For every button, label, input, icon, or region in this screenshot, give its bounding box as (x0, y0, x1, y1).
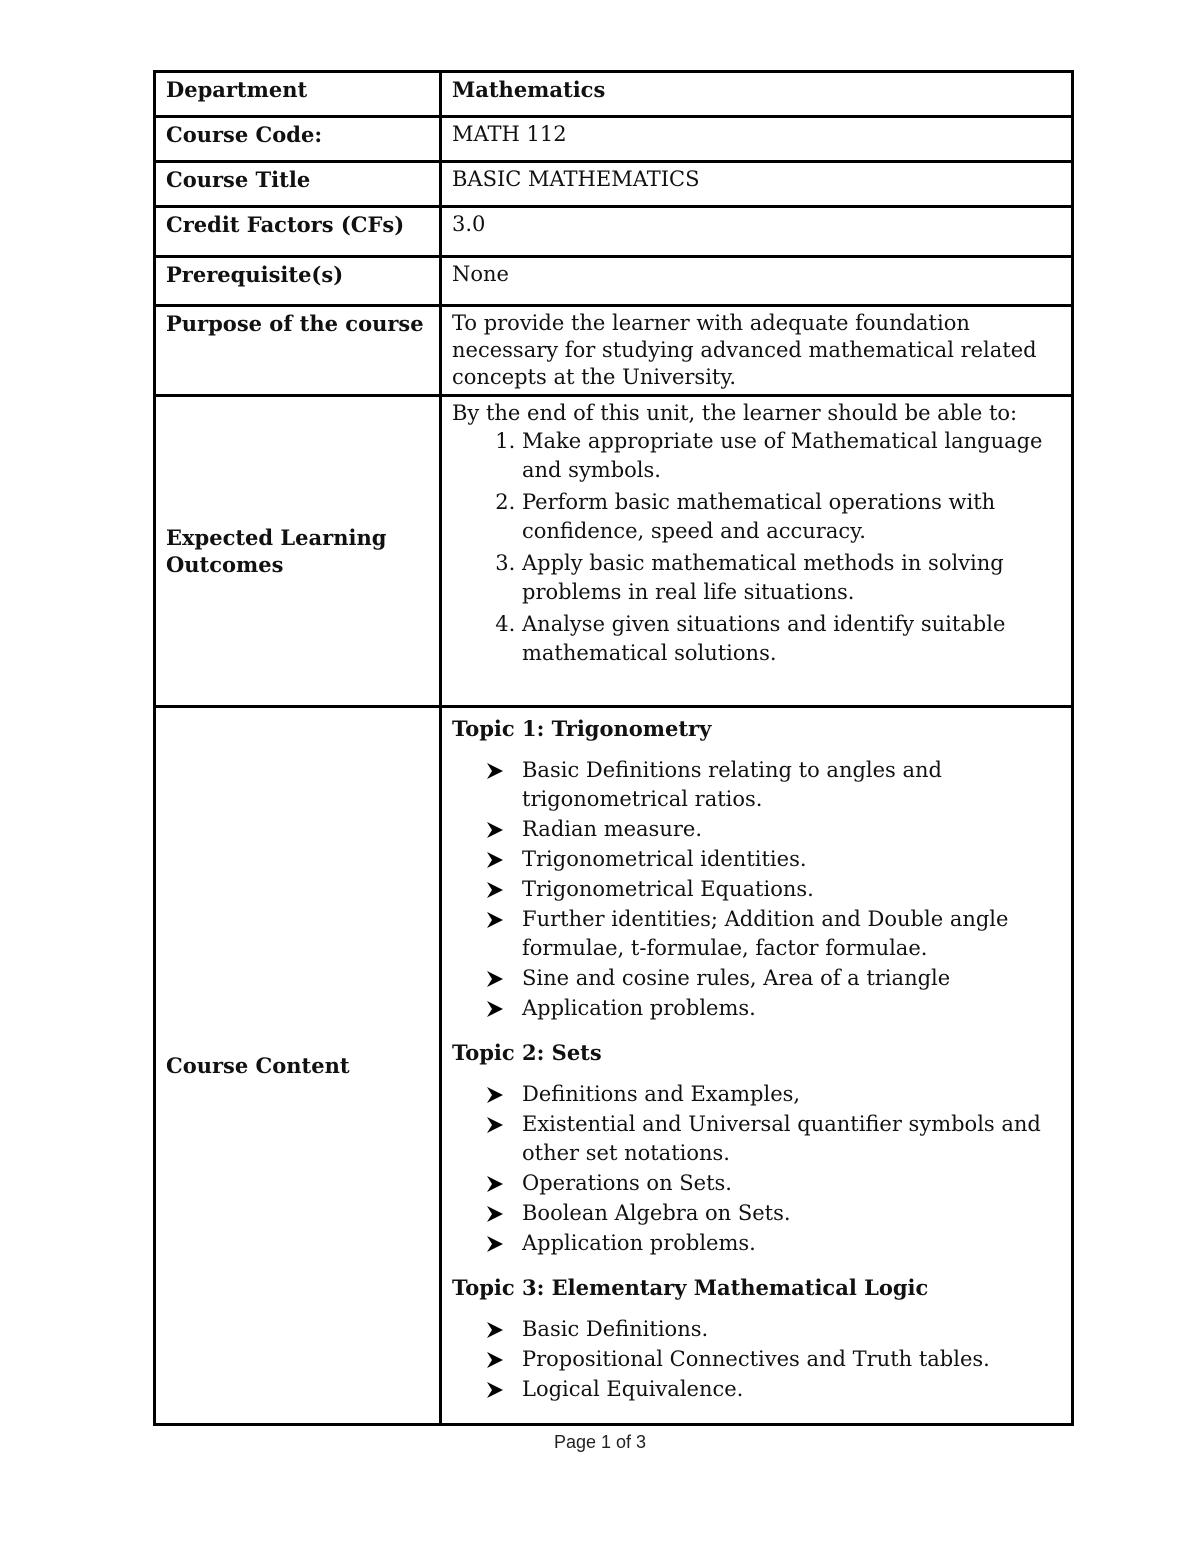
topic-item (522, 905, 1061, 963)
outcomes-label: Expected Learning Outcomes (155, 396, 441, 707)
topic-items-list (452, 756, 1061, 1023)
arrow-bullet-icon (486, 881, 504, 899)
course-title-label: Course Title (155, 162, 441, 207)
topic-item-text: Radian measure. (522, 817, 702, 841)
arrow-bullet-icon (486, 762, 504, 780)
row-course-content (155, 707, 1073, 1425)
row-learning-outcomes (155, 396, 1073, 707)
outcome-item: 3. Apply basic mathematical methods in solving problems in real life situations. (522, 549, 1061, 607)
topic-item (522, 815, 1061, 844)
topic-heading: Topic 1: Trigonometry (452, 716, 712, 741)
topic-item (522, 1199, 1061, 1228)
topic-items-list (452, 1315, 1061, 1404)
outcomes-cell (441, 396, 1073, 707)
topic-item-text: Existential and Universal quantifier symbols and other set notations. (522, 1112, 1041, 1165)
topic-item-text: Application problems. (522, 996, 756, 1020)
row-purpose (155, 306, 1073, 396)
topic-heading: Topic 3: Elementary Mathematical Logic (452, 1275, 929, 1300)
topic-item (522, 1315, 1061, 1344)
topic-item-text: Boolean Algebra on Sets. (522, 1201, 791, 1225)
credit-factors-label: Credit Factors (CFs) (155, 207, 441, 257)
topic-item-text: Basic Definitions. (522, 1317, 709, 1341)
department-label: Department (155, 72, 441, 117)
arrow-bullet-icon (486, 970, 504, 988)
topic-item (522, 1169, 1061, 1198)
arrow-bullet-icon (486, 1351, 504, 1369)
arrow-bullet-icon (486, 1321, 504, 1339)
topic-item-text: Basic Definitions relating to angles and trigonometrical ratios. (522, 758, 942, 811)
course-code-value: MATH 112 (441, 117, 1073, 162)
topic-item (522, 1375, 1061, 1404)
outcome-item: 1. Make appropriate use of Mathematical language and symbols. (522, 427, 1061, 485)
course-title-value: BASIC MATHEMATICS (441, 162, 1073, 207)
prerequisites-label: Prerequisite(s) (155, 257, 441, 306)
outcome-item: 4. Analyse given situations and identify suitable mathematical solutions. (522, 610, 1061, 668)
content-label: Course Content (155, 707, 441, 1425)
row-department (155, 72, 1073, 117)
arrow-bullet-icon (486, 1235, 504, 1253)
course-outline-table (153, 70, 1074, 1426)
topic-item (522, 875, 1061, 904)
outcome-item: 2. Perform basic mathematical operations with confidence, speed and accuracy. (522, 488, 1061, 546)
purpose-label: Purpose of the course (155, 306, 441, 396)
topic-item-text: Trigonometrical Equations. (522, 877, 814, 901)
credit-factors-value: 3.0 (441, 207, 1073, 257)
arrow-bullet-icon (486, 1175, 504, 1193)
topic-item (522, 756, 1061, 814)
topic-item (522, 1080, 1061, 1109)
arrow-bullet-icon (486, 1205, 504, 1223)
arrow-bullet-icon (486, 851, 504, 869)
arrow-bullet-icon (486, 911, 504, 929)
topic-item (522, 1345, 1061, 1374)
topic-item (522, 1110, 1061, 1168)
topic-item-text: Operations on Sets. (522, 1171, 732, 1195)
prerequisites-value: None (441, 257, 1073, 306)
row-prerequisites (155, 257, 1073, 306)
arrow-bullet-icon (486, 1116, 504, 1134)
row-course-code (155, 117, 1073, 162)
arrow-bullet-icon (486, 1000, 504, 1018)
course-code-label: Course Code: (155, 117, 441, 162)
page-number: Page 1 of 3 (553, 1432, 647, 1452)
topic-items-list (452, 1080, 1061, 1258)
topic-item-text: Logical Equivalence. (522, 1377, 744, 1401)
row-credit-factors (155, 207, 1073, 257)
topic-item (522, 964, 1061, 993)
outcomes-list (452, 427, 1061, 668)
department-value: Mathematics (441, 72, 1073, 117)
topic-item (522, 1229, 1061, 1258)
topic-item-text: Application problems. (522, 1231, 756, 1255)
arrow-bullet-icon (486, 1381, 504, 1399)
row-course-title (155, 162, 1073, 207)
topic-heading: Topic 2: Sets (452, 1040, 602, 1065)
topic-item (522, 845, 1061, 874)
topic-item-text: Sine and cosine rules, Area of a triangle (522, 966, 951, 990)
arrow-bullet-icon (486, 1086, 504, 1104)
outcomes-intro: By the end of this unit, the learner should be able to: (452, 401, 1018, 425)
topic-item-text: Trigonometrical identities. (522, 847, 807, 871)
content-cell (441, 707, 1073, 1425)
topic-item-text: Further identities; Addition and Double angle formulae, t-formulae, factor formulae. (522, 907, 1009, 960)
topic-item-text: Propositional Connectives and Truth tables. (522, 1347, 990, 1371)
arrow-bullet-icon (486, 821, 504, 839)
purpose-value: To provide the learner with adequate foundation necessary for studying advanced mathematical related concepts at the University. (441, 306, 1073, 396)
topic-item-text: Definitions and Examples, (522, 1082, 801, 1106)
topic-item (522, 994, 1061, 1023)
